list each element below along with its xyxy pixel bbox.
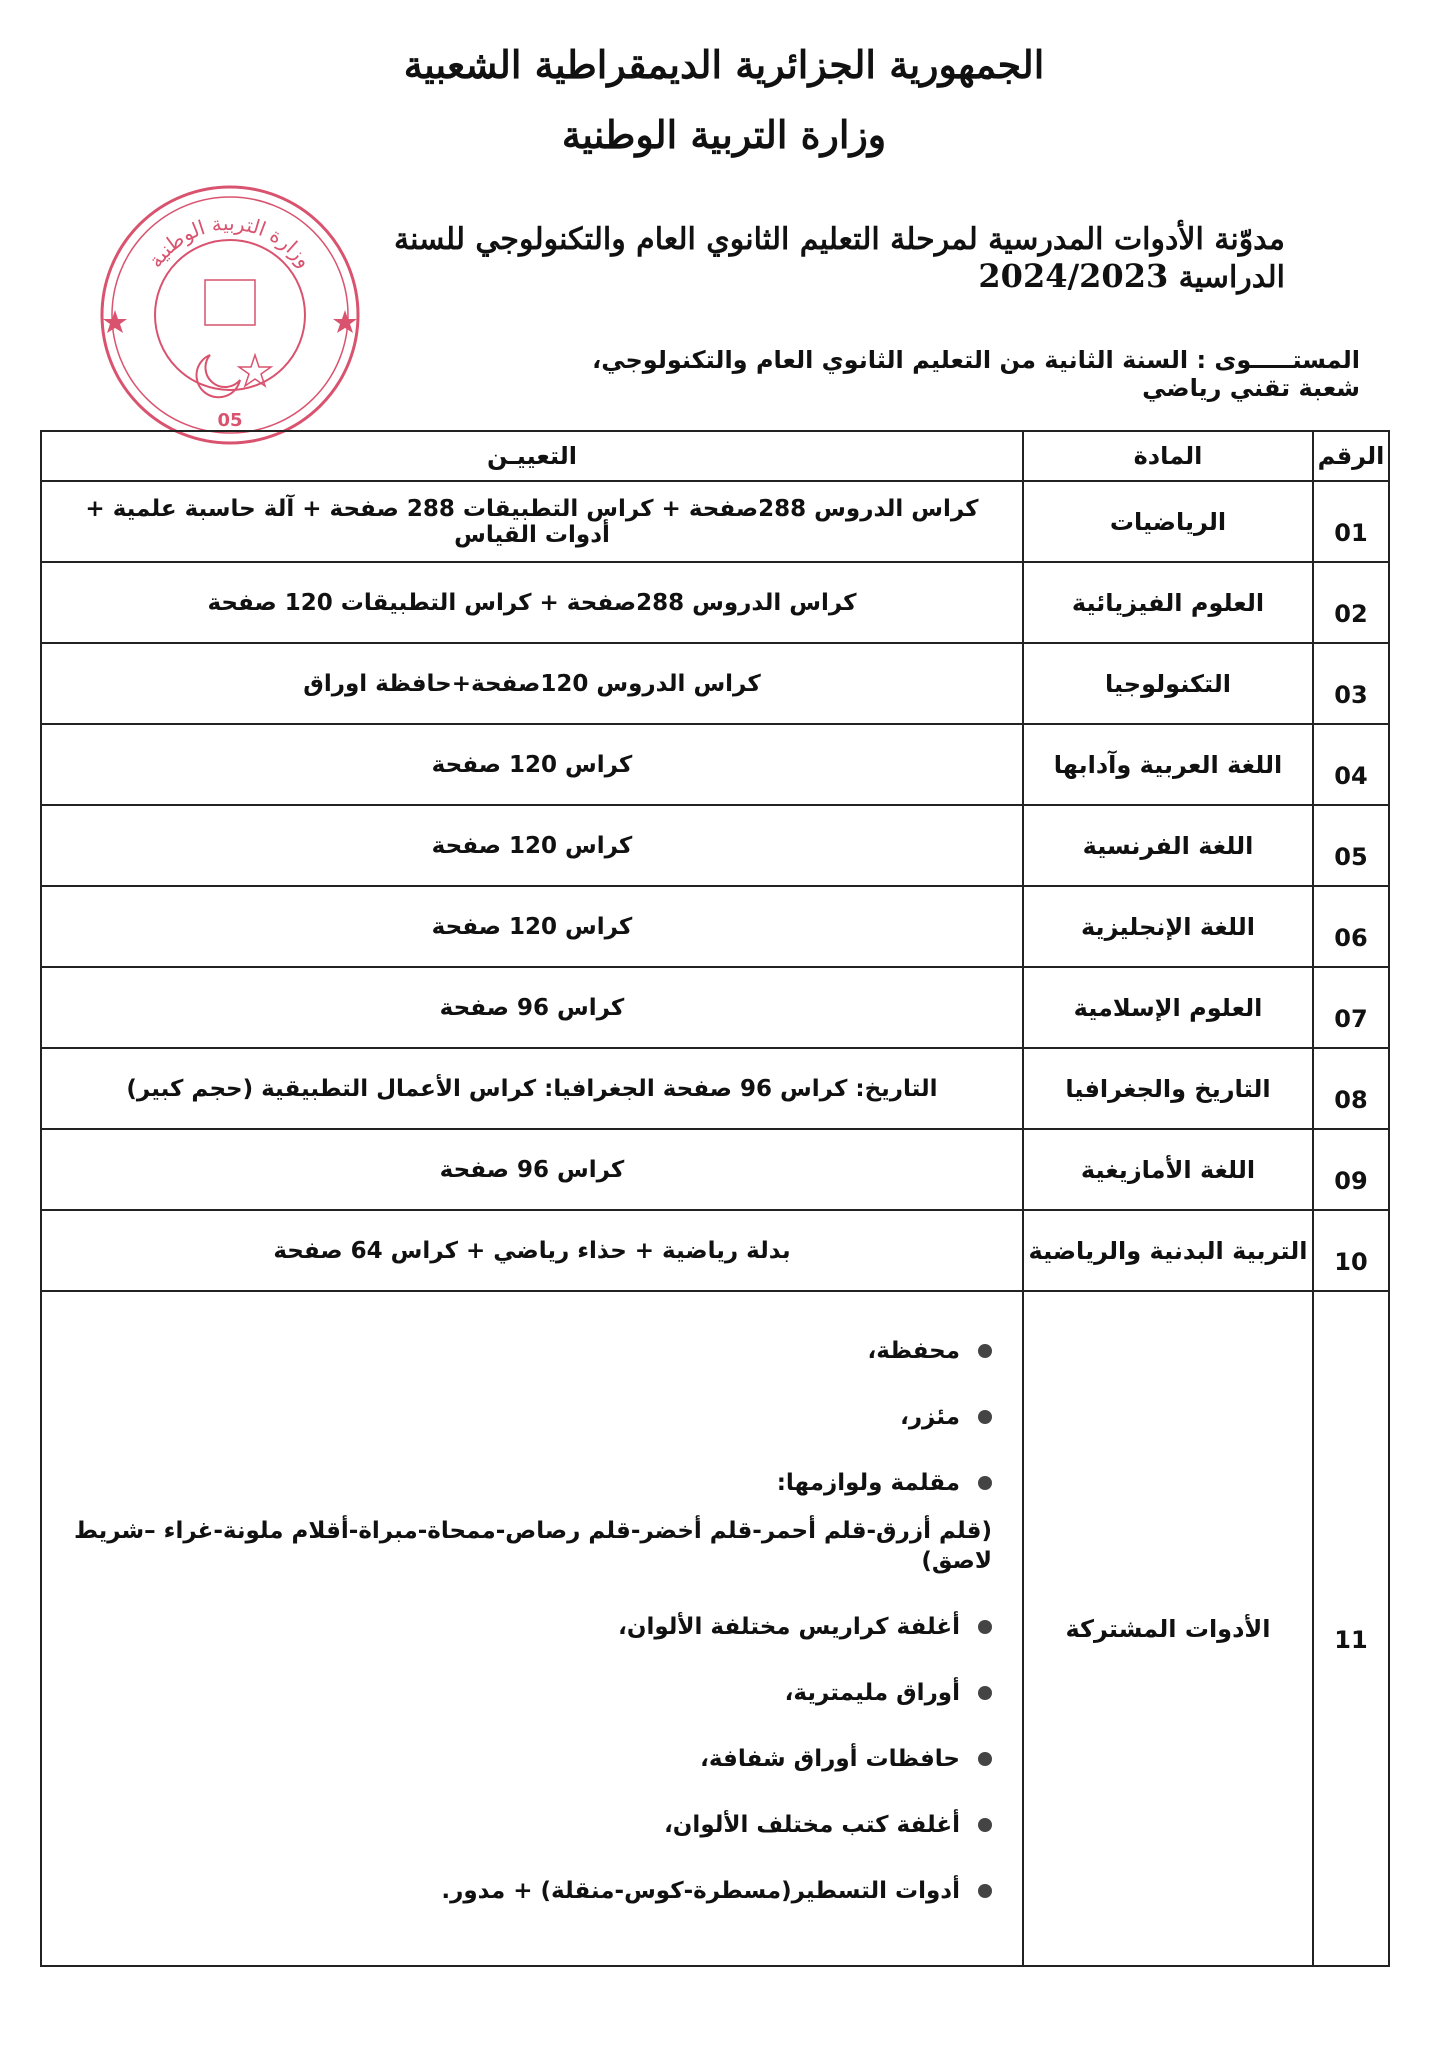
svg-text:وزارة التربية الوطنية	[143, 211, 317, 272]
row-number: 07	[1313, 967, 1389, 1048]
row-spec: كراس 96 صفحة	[41, 967, 1023, 1048]
ministry-heading: وزارة التربية الوطنية	[561, 112, 887, 157]
table-row	[41, 886, 1389, 967]
list-item	[42, 1810, 992, 1840]
list-item	[42, 1612, 992, 1642]
row-subject: اللغة الأمازيغية	[1023, 1129, 1313, 1210]
list-item-text: أدوات التسطير(مسطرة-كوس-منقلة) + مدور.	[441, 1877, 960, 1904]
school-year: 2024/2023	[978, 257, 1169, 295]
seal-ring-text: وزارة التربية الوطنية	[143, 210, 317, 272]
bullet-icon	[978, 1752, 992, 1766]
row-spec: التاريخ: كراس 96 صفحة الجغرافيا: كراس الأعمال التطبيقية (حجم كبير)	[41, 1048, 1023, 1129]
title-text: مدوّنة الأدوات المدرسية لمرحلة التعليم الثانوي العام والتكنولوجي للسنة الدراسية	[394, 222, 1285, 295]
table-row	[41, 1048, 1389, 1129]
row-spec: كراس الدروس 288صفحة + كراس التطبيقات 120 صفحة	[41, 562, 1023, 643]
header-number: الرقم	[1313, 431, 1389, 481]
list-item-text: أغلفة كراريس مختلفة الألوان،	[618, 1613, 960, 1640]
list-item-text: مئزر،	[900, 1403, 960, 1430]
list-item-text: حافظات أوراق شفافة،	[700, 1745, 960, 1772]
row-subject: التكنولوجيا	[1023, 643, 1313, 724]
shared-tools-list	[42, 1316, 1022, 1906]
pencil-case-contents: (قلم أزرق-قلم أحمر-قلم أخضر-قلم رصاص-ممحاة-مبراة-أقلام ملونة-غراء –شريط لاصق)	[73, 1517, 992, 1574]
table-row	[41, 643, 1389, 724]
table-row	[41, 1129, 1389, 1210]
row-number: 06	[1313, 886, 1389, 967]
list-item-text: محفظة،	[867, 1337, 960, 1364]
row-subject: العلوم الإسلامية	[1023, 967, 1313, 1048]
row-subject: الرياضيات	[1023, 481, 1313, 562]
row-number: 11	[1313, 1291, 1389, 1966]
row-subject: التاريخ والجغرافيا	[1023, 1048, 1313, 1129]
row-spec: بدلة رياضية + حذاء رياضي + كراس 64 صفحة	[41, 1210, 1023, 1291]
list-item	[42, 1402, 992, 1432]
bullet-icon	[978, 1410, 992, 1424]
list-item	[42, 1336, 992, 1366]
row-number: 01	[1313, 481, 1389, 562]
supplies-table	[40, 430, 1390, 1967]
row-number: 02	[1313, 562, 1389, 643]
list-item-text: أغلفة كتب مختلف الألوان،	[664, 1811, 960, 1838]
table-row	[41, 562, 1389, 643]
document-title	[300, 222, 1285, 295]
bullet-icon	[978, 1686, 992, 1700]
row-spec: كراس الدروس 120صفحة+حافظة اوراق	[41, 643, 1023, 724]
bullet-icon	[978, 1344, 992, 1358]
row-number: 08	[1313, 1048, 1389, 1129]
shared-tools-cell	[41, 1291, 1023, 1966]
row-subject: الأدوات المشتركة	[1023, 1291, 1313, 1966]
bullet-icon	[978, 1620, 992, 1634]
bullet-icon	[978, 1818, 992, 1832]
seal-number: 05	[217, 410, 243, 431]
bullet-icon	[978, 1884, 992, 1898]
row-number: 10	[1313, 1210, 1389, 1291]
list-item	[42, 1678, 992, 1708]
row-number: 05	[1313, 805, 1389, 886]
row-spec: كراس 96 صفحة	[41, 1129, 1023, 1210]
list-item	[42, 1876, 992, 1906]
row-subject: اللغة الفرنسية	[1023, 805, 1313, 886]
table-row	[41, 724, 1389, 805]
row-subject: التربية البدنية والرياضية	[1023, 1210, 1313, 1291]
official-seal	[95, 180, 365, 450]
row-number: 09	[1313, 1129, 1389, 1210]
header-subject: المادة	[1023, 431, 1313, 481]
row-spec: كراس 120 صفحة	[41, 724, 1023, 805]
list-item-text: أوراق مليمترية،	[784, 1679, 960, 1706]
bullet-icon	[978, 1476, 992, 1490]
list-item-text: مقلمة ولوازمها:	[776, 1469, 960, 1496]
header-spec: التعييـن	[41, 431, 1023, 481]
table-row	[41, 1210, 1389, 1291]
row-spec: كراس 120 صفحة	[41, 805, 1023, 886]
level-line: المستـــــوى : السنة الثانية من التعليم الثانوي العام والتكنولوجي، شعبة تقني رياضي	[592, 346, 1360, 402]
row-number: 04	[1313, 724, 1389, 805]
row-spec: كراس 120 صفحة	[41, 886, 1023, 967]
list-item	[42, 1744, 992, 1774]
row-subject: اللغة العربية وآدابها	[1023, 724, 1313, 805]
row-number: 03	[1313, 643, 1389, 724]
table-row	[41, 805, 1389, 886]
row-spec: كراس الدروس 288صفحة + كراس التطبيقات 288 صفحة + آلة حاسبة علمية + أدوات القياس	[41, 481, 1023, 562]
shared-tools-row	[41, 1291, 1389, 1966]
row-subject: العلوم الفيزيائية	[1023, 562, 1313, 643]
country-heading: الجمهورية الجزائرية الديمقراطية الشعبية	[403, 42, 1045, 87]
table-row	[41, 481, 1389, 562]
table-header-row	[41, 431, 1389, 481]
table-row	[41, 967, 1389, 1048]
row-subject: اللغة الإنجليزية	[1023, 886, 1313, 967]
list-item	[42, 1468, 992, 1498]
